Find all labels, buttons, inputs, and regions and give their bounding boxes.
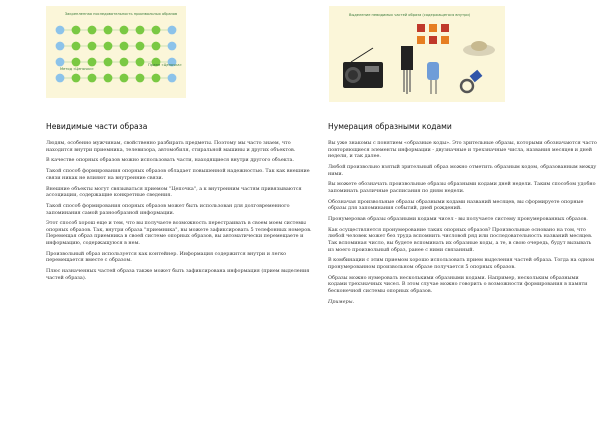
chain-node xyxy=(104,42,113,51)
chain-node xyxy=(152,74,161,83)
chain-label-right: Прием «Цепочка» xyxy=(148,63,182,67)
paragraph: Вы уже знакомы с понятием «образные коды». Это зрительные образы, которыми обозначаются часто повторяющиеся элементы информации - двузначные и трехзначные числа, названия месяцев и дней недели, и так далее. xyxy=(328,140,597,160)
chain-node xyxy=(104,74,113,83)
chain-node xyxy=(152,26,161,35)
chain-node xyxy=(88,74,97,83)
chain-node xyxy=(72,26,81,35)
chain-node xyxy=(168,26,177,35)
chain-diagram xyxy=(46,6,186,98)
paragraph: Такой способ формирования опорных образов обладает повышенной надежностью. Так как внешние связи никак не влияют на внутренние связи. xyxy=(46,168,310,181)
chain-node xyxy=(120,74,129,83)
chain-node xyxy=(56,58,65,67)
paragraph: Этот способ хорош еще и тем, что вы получаете возможность перестраивать в своем моем системы опорных образов. Так, внутри образа "приемника", вы можете зафиксировать 5 телефонных номеров. Перемещая образ приемника в своей системе опорных образов, вы автоматически перемещаете и информацию, содержащуюся в нем. xyxy=(46,220,312,247)
chain-diagram-caption: Закрепленная последовательность произвольных образов xyxy=(64,12,178,16)
paragraph: Произвольный образ используется как контейнер. Информация содержится внутри и легко перемещается вместе с образом. xyxy=(46,250,287,264)
chain-node xyxy=(104,58,113,67)
paragraph: В комбинации с этим приемом хорошо использовать прием выделения частей образа. Тогда на одном пронумерованном произвольном образе получается 5 опорных образов. xyxy=(328,257,595,271)
chain-node xyxy=(88,42,97,51)
chain-node xyxy=(56,42,65,51)
chain-node xyxy=(168,42,177,51)
paragraph: Образы можно нумеровать несколькими образными кодами. Например, нескольким образными кодами трехзначных чисел. В этом случае можно говорить о возможности формирования в памяти бесконечной системы опорных образов. xyxy=(328,274,588,294)
chain-node xyxy=(72,74,81,83)
chain-node xyxy=(136,42,145,51)
chain-node xyxy=(88,26,97,35)
paragraph: Как осуществляется пронумерование таких опорных образов? Произвольные основано на том, что любой человек может без труда вспомнить числовой ряд или последовательность названий месяцев. Так вспоминая число, вы будете вспоминать их образные коды, а те, в свою очередь, будут вызывать из моего произвольный образ, ранее с ними связанный. xyxy=(328,226,593,253)
paragraph: Любой произвольно взятый зрительный образ можно отметить образным кодом, образованным между ними. xyxy=(328,163,597,177)
chain-node xyxy=(136,26,145,35)
chain-node xyxy=(120,26,129,35)
paragraph: Обозначая произвольные образы образными кодами названий месяцев, вы сформируете опорные образы для запоминания событий, дней рождений. xyxy=(328,198,584,212)
chain-node xyxy=(104,26,113,35)
chain-node xyxy=(120,58,129,67)
chain-node xyxy=(136,58,145,67)
chain-node xyxy=(136,74,145,83)
chain-node xyxy=(152,42,161,51)
chain-node xyxy=(72,42,81,51)
left-column xyxy=(46,122,316,286)
chain-node xyxy=(56,74,65,83)
paragraph: Такой способ формирования опорных образов может быть использован для долговременного запоминания самой разнообразной информации. xyxy=(46,202,290,216)
section-title-invisible-parts: Невидимые части образа xyxy=(46,122,148,131)
hidden-parts-caption: Выделение невидимых частей образа (содержащегося внутри) xyxy=(349,13,471,17)
paragraph: Внешние объекты могут связываться приемом "Цепочка", а к внутренним частям привязываются ассоциации, содержащие конкретные сведения. xyxy=(46,185,302,199)
paragraph: Плюс назначенных частей образа также может быть зафиксирована информация (прием выделения частей образа). xyxy=(46,268,310,281)
chain-node xyxy=(120,42,129,51)
section-title-numbering: Нумерация образными кодами xyxy=(328,122,452,131)
right-column xyxy=(328,122,598,310)
chain-node xyxy=(56,26,65,35)
hidden-parts-figure xyxy=(329,6,505,102)
chain-node xyxy=(88,58,97,67)
chain-node xyxy=(72,58,81,67)
paragraph: Пронумеровав образы образными кодами чисел - вы получаете систему пронумерованных образов. xyxy=(328,216,588,223)
paragraph: В качестве опорных образов можно использовать части, находящиеся внутри другого объекта. xyxy=(46,157,294,164)
paragraph: Вы можете обозначать произвольные образы образными кодами дней недели. Таким способом удобно запоминать различные расписания по дням недели. xyxy=(328,181,596,194)
chain-label-left: Метод «Цепочки» xyxy=(60,67,94,71)
examples-label: Примеры. xyxy=(328,298,355,305)
chain-node xyxy=(168,74,177,83)
paragraph: Людям, особенно мужчинам, свойственно разбирать предметы. Поэтому мы часто знаем, что находится внутри приемника, телевизора, автомобиля, стиральной машины и других объектов. xyxy=(46,140,296,153)
